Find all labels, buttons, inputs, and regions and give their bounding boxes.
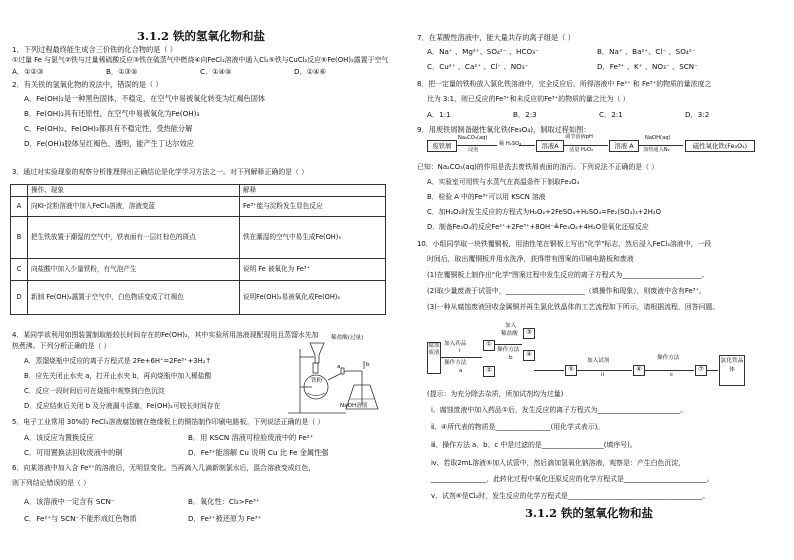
q10-qi: ⅰ、腐蚀废液中加入药品①后，发生反应的离子方程式为________________________。 [431, 406, 688, 414]
flow-arrow [576, 370, 632, 371]
flow-arrow1-top: Na₂CO₃(aq) [458, 135, 488, 141]
q3-table [10, 184, 386, 315]
q2-stem: 2．有关铁的氢氧化物的说法中，错误的是（ ） [12, 80, 163, 89]
flow-arrow3-top: 调节溶液pH [565, 134, 593, 140]
row-label: B [11, 217, 28, 259]
q4-option-c: C．反应一段时间后可在烧瓶中观察到白色沉淀 [24, 387, 165, 395]
flow-label-l1: 加入药品 [444, 341, 467, 347]
table-row [11, 281, 386, 315]
q5-option-b: B．用 KSCN 溶液可检验废液中的 Fe²⁺ [188, 433, 314, 442]
q10-sub2: (2)取少量废液于试管中，_______________________（填操作和现象），则废液中含有Fe³⁺。 [427, 287, 706, 295]
row-explanation: 说明Fe(OH)₂易被氧化成Fe(OH)₃ [240, 281, 386, 315]
flow-node-3: ③ [523, 328, 535, 339]
flow-arrow4-top: NaOH(aq) [645, 135, 671, 141]
q1-option-d: D．①④⑥ [294, 67, 327, 76]
flow-label-l3: 加入试剂 [587, 358, 610, 364]
row-operation: 向KI-淀粉溶液中加入FeCl₃溶液，溶液变蓝 [28, 197, 240, 217]
q5-option-c: C．可用置换法回收废液中的铜 [24, 448, 123, 457]
flow-node-2: ② [483, 366, 495, 377]
flow-arrow1-bottom: 浸泡 [468, 147, 479, 153]
q10-qiv: ⅳ、若取2mL溶液⑤加入试管中，然后滴加氢氧化钠溶液，观察是：产生白色沉淀， [431, 459, 686, 467]
flow-label-l3b: ii [601, 372, 605, 378]
flow-label-l2d: b [509, 355, 513, 361]
q8-option-c: C．2:1 [599, 110, 623, 119]
q6-option-b: B．氧化性：Cl₂>Fe³⁺ [188, 497, 260, 506]
table-header-cell [11, 185, 28, 197]
q8-stem: 8．把一定量的铁粉放入氯化铁溶液中，完全反应后，所得溶液中 Fe²⁺ 和 Fe³⁺的物质的量浓度之 [417, 80, 712, 88]
q1-detail: ①过量 Fe 与氯气②铁与过量稀硫酸反应③铁在硫蒸气中燃烧④向FeCl₂溶液中通入Cl₂⑤铁与CuCl₂反应⑥Fe(OH)₂露置于空气 [12, 56, 389, 64]
table-row [11, 197, 386, 217]
apparatus-figure [286, 335, 392, 415]
flow-label-l4b: c [670, 372, 674, 378]
flow-label-l1c: 操作方法 [444, 360, 467, 366]
q8-option-b: B．2:3 [513, 110, 537, 119]
q4-stem: 4．某同学欲利用如图装置制取能较长时间存在的Fe(OH)₂，其中实验所用溶液现配现用且蒸馏水先加 [12, 331, 319, 339]
table-row [11, 259, 386, 281]
flow-arrow3-bottom: 适量 H₂O₂ [569, 147, 594, 153]
row-explanation: 铁在潮湿的空气中易生成Fe(OH)₃ [240, 217, 386, 259]
q10-qiv-cont: ________________，此转化过程中氧化还原反应的化学方程式是________________________。 [431, 475, 714, 483]
q4-option-a: A．蒸馏烧瓶中反应的离子方程式是 2Fe+6H⁺=2Fe³⁺+3H₂↑ [24, 357, 212, 365]
q6-stem: 6．向某溶液中加入含 Fe²⁺的溶液后，无明显变化。当再滴入几滴新制氯水后，混合溶液变成红色， [12, 464, 316, 472]
flow-arrow [644, 370, 694, 371]
q1-option-c: C．①④⑤ [200, 67, 232, 76]
q9-note: 已知：Na₂CO₃(aq)的作用是洗去废铁屑表面的油污。下列说法不正确的是（ ） [417, 163, 659, 171]
q9-option-c: C．加H₂O₂时发生反应的方程式为H₂O₂+2FeSO₄+H₂SO₄=Fe₂(SO₄)₃+2H₂O [427, 208, 661, 216]
flow-box-solution-a: 溶液A [536, 140, 564, 152]
flow-box-scrap: 废铁屑 [427, 140, 457, 152]
q7-option-d: D．Fe³⁺ 、K⁺ 、NO₃⁻ 、SCN⁻ [597, 62, 698, 71]
q1-stem: 1．下列过程最终能生成含三价铁的化合物的是（ ） [12, 45, 177, 54]
acid-label: 稀盐酸(过量) [331, 335, 364, 341]
row-label: C [11, 259, 28, 281]
flow-box-fe3o4: 磁性氧化铁(Fe₃O₄) [685, 140, 755, 152]
stopcock-a-label: a [337, 364, 341, 370]
q2-option-d: D．Fe(OH)₃胶体呈红褐色、透明，能产生丁达尔效应 [24, 139, 194, 148]
q6-option-a: A．该溶液中一定含有 SCN⁻ [24, 497, 115, 506]
flow-node-4: ④ [523, 350, 535, 361]
iron-label: 铁粉 [311, 378, 323, 384]
right-page [397, 0, 794, 560]
q7-option-b: B．Na⁺ 、Ba²⁺、Cl⁻ 、SO₄²⁻ [597, 47, 696, 56]
q7-option-c: C．Cu²⁺ 、Ca²⁺ 、Cl⁻ 、NO₃⁻ [427, 62, 529, 71]
flow-arrow [440, 357, 482, 358]
flow-box-solution-a2: 溶液 A [609, 140, 639, 152]
q6-option-c: C．Fe²⁺与 SCN⁻不能形成红色物质 [24, 514, 137, 523]
flow-arrow [639, 145, 683, 146]
q10-stem: 10．小组同学取一块铁覆铜板，用油性笔在铜板上写出"化学"标志，然后浸入FeCl₃溶液中，一段 [417, 240, 712, 248]
flow-node-6: ⑥ [633, 365, 645, 376]
table-header-cell: 解释 [240, 185, 386, 197]
flow-label-l1d: a [459, 368, 463, 374]
q7-stem: 7．在某酸性溶液中，能大量共存的离子组是（ ） [417, 33, 575, 42]
q5-option-d: D．Fe³⁺能溶解 Cu 说明 Cu 比 Fe 金属性强 [188, 448, 329, 457]
flow-label-l2b: 稀盐酸 [501, 331, 518, 337]
flow-label-l2c: 操作方法 [497, 347, 520, 353]
q9-stem: 9．用废铁屑制备磁性氧化铁(Fe₃O₄)，制取过程如图： [417, 125, 591, 134]
flow-label-l2: 加入 [505, 323, 517, 329]
q6-stem-cont: 则下列结论错误的是（ ） [12, 479, 90, 487]
q10-hint: (提示：为充分除去杂质，所加试剂均为过量) [427, 390, 564, 398]
flow-box-waste: 腐蚀废液 [427, 342, 441, 374]
stopcock-b-label: b [366, 362, 370, 368]
q3-stem: 3．通过对实验现象的观察分析推理得出正确结论是化学学习方法之一。对下列解释正确的是（ ） [12, 168, 308, 176]
bottom-title: 3.1.2 铁的氢氧化物和盐 [525, 506, 654, 520]
q9-option-a: A．实验室可用铁与水蒸气在高温条件下制取Fe₃O₄ [427, 178, 580, 186]
row-operation: 向盐酸中加入少量铁粉，有气泡产生 [28, 259, 240, 281]
flow-arrow4-bottom: 加热通入N₂ [643, 147, 670, 153]
row-explanation: Fe³⁺能与淀粉发生显色反应 [240, 197, 386, 217]
q4-stem-cont: 热煮沸。下列分析正确的是（ ） [12, 342, 111, 350]
q10-qv: ⅴ、试剂⑥是Cl₂时，发生反应的化学方程式是_______________________________________。 [431, 492, 710, 500]
q10-sub1: (1)在覆铜板上制作出"化学"图案过程中发生反应的离子方程式为_______________________。 [427, 271, 709, 279]
flow-node-1: ① [483, 340, 495, 351]
page-title: 3.1.2 铁的氢氧化物和盐 [137, 29, 266, 43]
flow-label-l1b: i [459, 348, 461, 354]
flow-arrow [706, 370, 718, 371]
q8-stem-cont: 比为 3:1，则已反应的Fe³⁺和未反应的Fe³⁺的物质的量之比为（ ） [427, 95, 630, 103]
q5-stem: 5．电子工业常用 30%的 FeCl₃溶液腐蚀镀在绝缘板上的铜箔制作印刷电路板。下列说法正确的是（ ） [12, 418, 325, 426]
q2-option-c: C．Fe(OH)₂、Fe(OH)₃都具有不稳定性，受热能分解 [24, 124, 193, 133]
q2-option-a: A．Fe(OH)₂是一种黑色固体，不稳定，在空气中易被氧化转变为红褐色固体 [24, 94, 266, 103]
flow-arrow [519, 145, 535, 146]
flow-box-product: 氯化铁晶体 [719, 355, 745, 386]
q5-option-a: A．该反应为置换反应 [24, 433, 94, 442]
flow-node-7: ⑦ [695, 365, 707, 376]
flow-arrow [534, 370, 564, 371]
q10-sub3: (3)一种从腐蚀废液回收金属铜并再生氯化铁晶体的工艺流程如下所示，请根据流程，回答问题。 [427, 303, 720, 311]
q6-option-d: D．Fe²⁺被还原为 Fe³⁺ [188, 514, 262, 523]
q1-option-b: B．①③⑤ [106, 67, 138, 76]
q9-option-d: D．制备Fe₃O₄的反应Fe²⁺+2Fe³⁺+8OH⁻≜Fe₃O₄+4H₂O是氧化还原反应 [427, 223, 649, 231]
q8-option-a: A．1:1 [427, 110, 451, 119]
q8-option-d: D．3:2 [685, 110, 710, 119]
flow-arrow [457, 145, 497, 146]
q1-option-a: A．①②③ [12, 67, 44, 76]
q10-stem-cont: 时间后，取出覆铜板并用水洗净，获得带有图案的印刷电路板和废液 [427, 255, 634, 263]
table-header-row [11, 185, 386, 197]
row-operation: 把生铁放置于潮湿的空气中，铁表面有一层红棕色的斑点 [28, 217, 240, 259]
row-explanation: 说明 Fe 被氧化为 Fe³⁺ [240, 259, 386, 281]
q4-option-d: D．反应结束后关闭 b 及分液漏斗活塞，Fe(OH)₂可较长时间存在 [24, 402, 221, 410]
q9-option-b: B．检验 A 中的Fe³⁺可以用 KSCN 溶液 [427, 193, 546, 201]
naoh-label: NaOH溶液 [340, 403, 368, 409]
q7-option-a: A．Na⁺ 、Mg²⁺、SO₄²⁻ 、HCO₃⁻ [427, 47, 539, 56]
table-header-cell: 操作、现象 [28, 185, 240, 197]
flow-arrow [494, 344, 522, 345]
row-label: A [11, 197, 28, 217]
q4-option-b: B．应先关闭止水夹 a，打开止水夹 b，再向烧瓶中加入稀盐酸 [24, 372, 212, 380]
table-row [11, 217, 386, 259]
row-label: D [11, 281, 28, 315]
flow-arrow [564, 145, 608, 146]
flow-node-5: ⑤ [565, 365, 577, 376]
flow-step-acid: 稀 H₂SO₄ [499, 141, 522, 147]
q2-option-b: B．Fe(OH)₂具有还原性，在空气中易被氧化为Fe(OH)₃ [24, 109, 200, 118]
q10-qiii: ⅲ、操作方法 a、b、c 中是过滤的是__________________(填序号)。 [431, 441, 637, 449]
flow-label-l4: 操作方法 [657, 355, 680, 361]
row-operation: 新制 Fe(OH)₂露置于空气中，白色物质变成了红褐色 [28, 281, 240, 315]
q10-qii: ⅱ、④所代表的物质是________________(用化学式表示)。 [431, 423, 605, 431]
